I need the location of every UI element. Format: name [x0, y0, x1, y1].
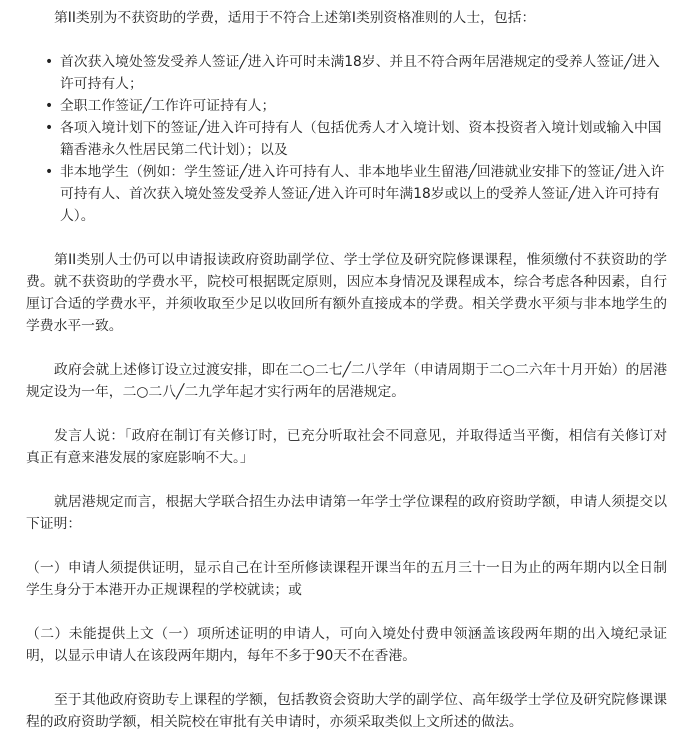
spacer — [26, 337, 667, 359]
paragraph-proof-two: （二）未能提供上文（一）项所述证明的申请人，可向入境处付费申领涵盖该段两年期的出入境纪录证明，以显示申请人在该段两年期内，每年不多于90天不在香港。 — [26, 626, 667, 664]
paragraph-proof-one: （一）申请人须提供证明，显示自己在计至所修读课程开课当年的五月三十一日为止的两年期内以全日制学生身分于本港开办正规课程的学校就读；或 — [26, 560, 667, 598]
bullet-icon: • — [45, 98, 54, 114]
bullet-icon: • — [45, 120, 54, 136]
bullet-list — [26, 51, 667, 227]
paragraph-spokesman-quote: 发言人说：「政府在制订有关修订时，已充分听取社会不同意见，并取得适当平衡，相信有关修订对真正有意来港发展的家庭影响不大。」 — [26, 428, 667, 466]
list-item — [45, 161, 667, 227]
list-item — [45, 51, 667, 95]
paragraph-residence-requirement: 就居港规定而言，根据大学联合招生办法申请第一年学士学位课程的政府资助学额，申请人须提交以下证明： — [26, 494, 667, 532]
list-item — [45, 117, 667, 161]
bullet-icon: • — [45, 164, 54, 180]
list-item-text: 首次获入境处签发受养人签证╱进入许可时未满18岁、并且不符合两年居港规定的受养人签证╱进入许可持有人； — [60, 54, 660, 92]
spacer — [26, 29, 667, 51]
spacer — [26, 667, 667, 689]
paragraph-other-places: 至于其他政府资助专上课程的学额，包括教资会资助大学的副学位、高年级学士学位及研究院修课课程的政府资助学额，相关院校在审批有关申请时，亦须采取类似上文所述的做法。 — [26, 692, 667, 730]
spacer — [26, 469, 667, 491]
list-item-text: 全职工作签证╱工作许可证持有人； — [60, 98, 276, 114]
list-item-text: 各项入境计划下的签证╱进入许可持有人（包括优秀人才入境计划、资本投资者入境计划或输入中国籍香港永久性居民第二代计划）；以及 — [60, 120, 662, 158]
paragraph-intro: 第II类别为不获资助的学费，适用于不符合上述第I类别资格准则的人士，包括： — [54, 10, 536, 26]
spacer — [26, 403, 667, 425]
paragraph-transition: 政府会就上述修订设立过渡安排，即在二○二七╱二八学年（申请周期于二○二六年十月开始）的居港规定设为一年，二○二八╱二九学年起才实行两年的居港规定。 — [26, 362, 667, 400]
list-item — [45, 95, 667, 117]
list-item-text: 非本地学生（例如：学生签证╱进入许可持有人、非本地毕业生留港╱回港就业安排下的签证╱进入许可持有人、首次获入境处签发受养人签证╱进入许可时年满18岁或以上的受养人签证╱进入许可持有人）。 — [60, 164, 665, 224]
paragraph-fees: 第II类别人士仍可以申请报读政府资助副学位、学士学位及研究院修课课程，惟须缴付不获资助的学费。就不获资助的学费水平，院校可根据既定原则，因应本身情况及课程成本，综合考虑各种因素，自行厘订合适的学费水平，并须收取至少足以收回所有额外直接成本的学费。相关学费水平须与非本地学生的学费水平一致。 — [26, 252, 667, 334]
spacer — [26, 535, 667, 557]
bullet-icon: • — [45, 54, 54, 70]
spacer — [26, 601, 667, 623]
spacer — [26, 227, 667, 249]
